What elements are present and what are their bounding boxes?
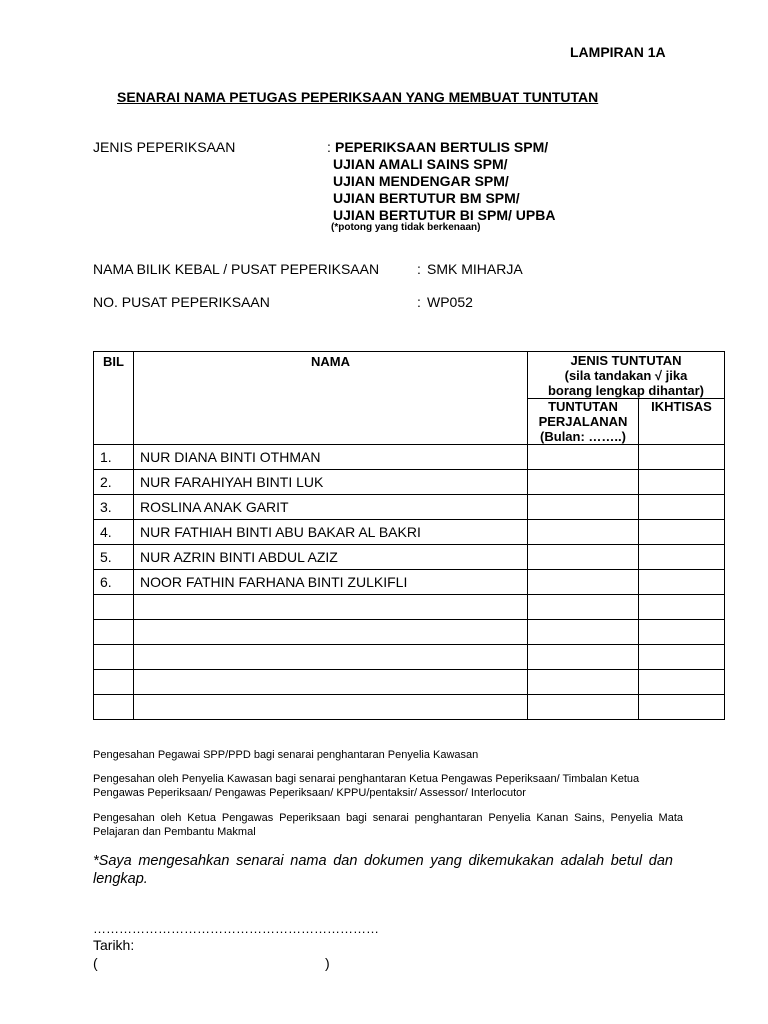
row-ikhtisas-cell[interactable] xyxy=(639,695,725,720)
row-nama[interactable] xyxy=(134,695,528,720)
exam-option: PEPERIKSAAN BERTULIS SPM/ xyxy=(335,139,549,155)
table-header-row xyxy=(94,352,725,399)
row-bil[interactable] xyxy=(94,595,134,620)
table-row xyxy=(94,470,725,495)
centre-number-label: NO. PUSAT PEPERIKSAAN xyxy=(93,294,270,310)
row-bil: 5. xyxy=(94,545,134,570)
table-row xyxy=(94,545,725,570)
row-perjalanan-cell[interactable] xyxy=(528,545,639,570)
date-label: Tarikh: xyxy=(93,937,135,953)
row-nama: NOOR FATHIN FARHANA BINTI ZULKIFLI xyxy=(134,570,528,595)
centre-number-value: WP052 xyxy=(427,294,473,310)
row-nama: NUR AZRIN BINTI ABDUL AZIZ xyxy=(134,545,528,570)
row-bil: 3. xyxy=(94,495,134,520)
row-ikhtisas-cell[interactable] xyxy=(639,620,725,645)
row-bil: 1. xyxy=(94,445,134,470)
row-bil: 2. xyxy=(94,470,134,495)
centre-number-colon: : xyxy=(417,294,421,310)
exam-centre-label: NAMA BILIK KEBAL / PUSAT PEPERIKSAAN xyxy=(93,261,380,277)
row-bil[interactable] xyxy=(94,620,134,645)
table-row xyxy=(94,570,725,595)
row-bil: 4. xyxy=(94,520,134,545)
row-perjalanan-cell[interactable] xyxy=(528,445,639,470)
name-bracket-open: ( xyxy=(93,955,98,971)
header-jenis-line: (sila tandakan √ jika xyxy=(564,368,688,383)
document-title: SENARAI NAMA PETUGAS PEPERIKSAAN YANG MEMBUAT TUNTUTAN xyxy=(117,89,599,105)
row-perjalanan-cell[interactable] xyxy=(528,520,639,545)
declaration-statement: *Saya mengesahkan senarai nama dan dokumen yang dikemukakan adalah betul dan lengkap. xyxy=(93,853,673,887)
table-row xyxy=(94,445,725,470)
row-ikhtisas-cell[interactable] xyxy=(639,570,725,595)
row-perjalanan-cell[interactable] xyxy=(528,470,639,495)
verification-note-ketua-pengawas: Pengesahan oleh Ketua Pengawas Peperiksaan bagi senarai penghantaran Penyelia Kanan Sains, Penyelia Mata Pelajaran dan Pembantu Makmal xyxy=(93,812,683,838)
exam-type-label: JENIS PEPERIKSAAN xyxy=(93,139,236,155)
exam-option: UJIAN BERTUTUR BI SPM/ UPBA xyxy=(333,207,556,223)
exam-option: UJIAN AMALI SAINS SPM/ xyxy=(333,156,508,172)
header-jenis-tuntutan xyxy=(528,352,725,399)
row-ikhtisas-cell[interactable] xyxy=(639,445,725,470)
row-nama: NUR FATHIAH BINTI ABU BAKAR AL BAKRI xyxy=(134,520,528,545)
row-nama[interactable] xyxy=(134,670,528,695)
header-nama: NAMA xyxy=(134,352,528,445)
header-ikhtisas: IKHTISAS xyxy=(639,399,725,445)
row-ikhtisas-cell[interactable] xyxy=(639,470,725,495)
row-ikhtisas-cell[interactable] xyxy=(639,595,725,620)
header-jenis-line: borang lengkap dihantar) xyxy=(547,383,704,398)
verification-note-spp: Pengesahan Pegawai SPP/PPD bagi senarai penghantaran Penyelia Kawasan xyxy=(93,749,479,761)
exam-centre-value: SMK MIHARJA xyxy=(427,261,523,277)
exam-option: UJIAN BERTUTUR BM SPM/ xyxy=(333,190,520,206)
header-perjalanan-line: TUNTUTAN xyxy=(548,399,618,414)
row-ikhtisas-cell[interactable] xyxy=(639,645,725,670)
row-perjalanan-cell[interactable] xyxy=(528,620,639,645)
row-ikhtisas-cell[interactable] xyxy=(639,545,725,570)
exam-centre-colon: : xyxy=(417,261,421,277)
table-row xyxy=(94,670,725,695)
exam-type-colon: : xyxy=(327,139,331,155)
table-row xyxy=(94,645,725,670)
header-jenis-line: JENIS TUNTUTAN xyxy=(570,353,682,368)
header-perjalanan-line: PERJALANAN xyxy=(538,414,628,429)
row-bil: 6. xyxy=(94,570,134,595)
row-bil[interactable] xyxy=(94,670,134,695)
row-perjalanan-cell[interactable] xyxy=(528,645,639,670)
table-row xyxy=(94,595,725,620)
row-nama: NUR FARAHIYAH BINTI LUK xyxy=(134,470,528,495)
row-nama: NUR DIANA BINTI OTHMAN xyxy=(134,445,528,470)
row-bil[interactable] xyxy=(94,645,134,670)
row-nama[interactable] xyxy=(134,595,528,620)
row-perjalanan-cell[interactable] xyxy=(528,570,639,595)
strike-out-note: (*potong yang tidak berkenaan) xyxy=(331,222,481,233)
row-perjalanan-cell[interactable] xyxy=(528,670,639,695)
row-perjalanan-cell[interactable] xyxy=(528,695,639,720)
header-bil: BIL xyxy=(94,352,134,445)
table-row xyxy=(94,620,725,645)
row-ikhtisas-cell[interactable] xyxy=(639,670,725,695)
table-row xyxy=(94,695,725,720)
row-ikhtisas-cell[interactable] xyxy=(639,495,725,520)
lampiran-label: LAMPIRAN 1A xyxy=(570,44,666,60)
row-nama[interactable] xyxy=(134,620,528,645)
row-perjalanan-cell[interactable] xyxy=(528,495,639,520)
verification-note-penyelia: Pengesahan oleh Penyelia Kawasan bagi senarai penghantaran Ketua Pengawas Peperiksaan/ Timbalan Ketua Pengawas Peperiksaan/ Pengawas Peperiksaan/ KPPU/pentaksir/ Assessor/ Interlocutor xyxy=(93,773,640,799)
name-bracket-close: ) xyxy=(325,955,330,971)
table-row xyxy=(94,520,725,545)
claims-table xyxy=(93,351,725,720)
row-perjalanan-cell[interactable] xyxy=(528,595,639,620)
row-nama[interactable] xyxy=(134,645,528,670)
row-nama: ROSLINA ANAK GARIT xyxy=(134,495,528,520)
exam-option: UJIAN MENDENGAR SPM/ xyxy=(333,173,509,189)
row-bil[interactable] xyxy=(94,695,134,720)
header-tuntutan-perjalanan xyxy=(528,399,639,445)
signature-line[interactable]: ………………………………………………………… xyxy=(93,921,379,936)
header-perjalanan-line: (Bulan: ……..) xyxy=(540,429,626,444)
table-row xyxy=(94,495,725,520)
row-ikhtisas-cell[interactable] xyxy=(639,520,725,545)
